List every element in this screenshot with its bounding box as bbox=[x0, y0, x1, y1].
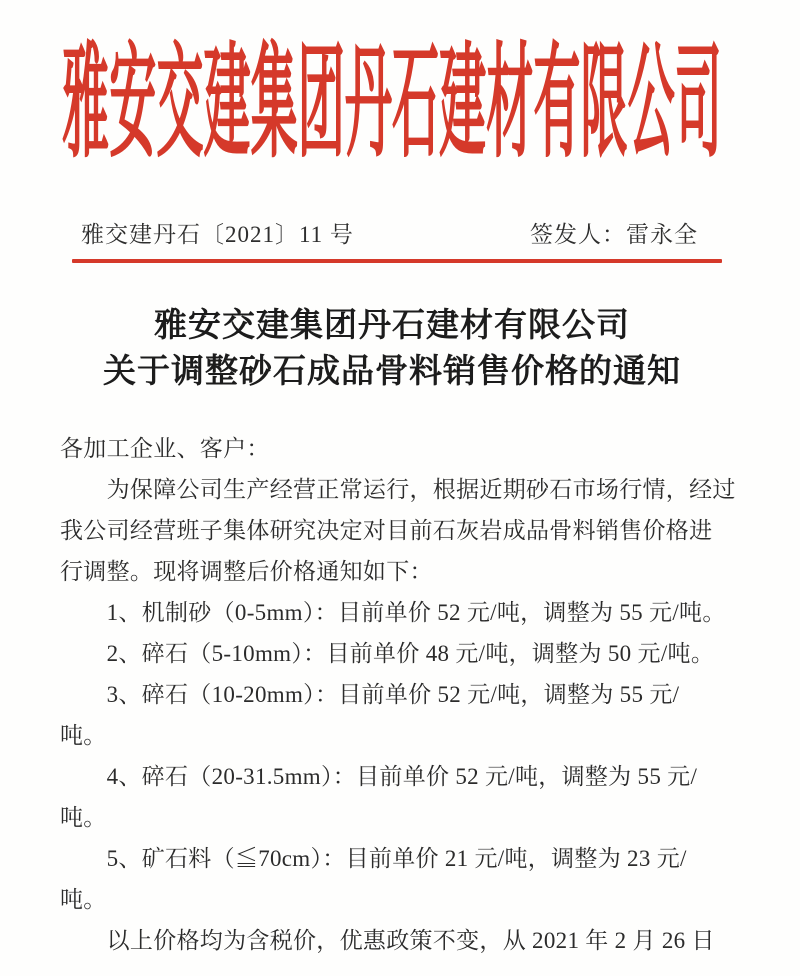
letterhead bbox=[60, 36, 724, 172]
price-item-3-wrap: 吨。 bbox=[60, 723, 107, 748]
price-item-3: 3、碎石（10-20mm）：目前单价 52 元/吨，调整为 55 元/ bbox=[60, 682, 680, 707]
notice-body bbox=[60, 428, 736, 961]
price-item-4: 4、碎石（20-31.5mm）：目前单价 52 元/吨，调整为 55 元/ bbox=[60, 764, 698, 789]
letterhead-company-title: 雅安交建集团丹石建材有限公司 bbox=[62, 35, 722, 172]
body-line: 我公司经营班子集体研究决定对目前石灰岩成品骨料销售价格进 bbox=[60, 518, 713, 543]
issuer-signature: 签发人：雷永全 bbox=[530, 222, 698, 247]
body-line: 行调整。现将调整后价格通知如下： bbox=[60, 559, 433, 584]
notice-title-line1: 雅安交建集团丹石建材有限公司 bbox=[154, 308, 630, 344]
notice-title-line2: 关于调整砂石成品骨料销售价格的通知 bbox=[103, 354, 681, 390]
notice-title bbox=[60, 303, 724, 395]
body-line: 为保障公司生产经营正常运行，根据近期砂石市场行情，经过 bbox=[60, 477, 736, 502]
document-content bbox=[60, 0, 736, 961]
price-item-1: 1、机制砂（0-5mm）：目前单价 52 元/吨，调整为 55 元/吨。 bbox=[60, 600, 726, 625]
document-meta-row bbox=[60, 216, 724, 249]
closing-line: 以上价格均为含税价，优惠政策不变，从 2021 年 2 月 26 日 bbox=[60, 928, 715, 953]
document-number: 雅交建丹石〔2021〕11 号 bbox=[81, 222, 354, 247]
price-item-5-wrap: 吨。 bbox=[60, 887, 107, 912]
red-divider-line bbox=[72, 259, 722, 263]
price-item-4-wrap: 吨。 bbox=[60, 805, 107, 830]
price-item-5: 5、矿石料（≦70cm）：目前单价 21 元/吨，调整为 23 元/ bbox=[60, 846, 687, 871]
price-item-2: 2、碎石（5-10mm）：目前单价 48 元/吨，调整为 50 元/吨。 bbox=[60, 641, 715, 666]
salutation-line: 各加工企业、客户： bbox=[60, 436, 270, 461]
